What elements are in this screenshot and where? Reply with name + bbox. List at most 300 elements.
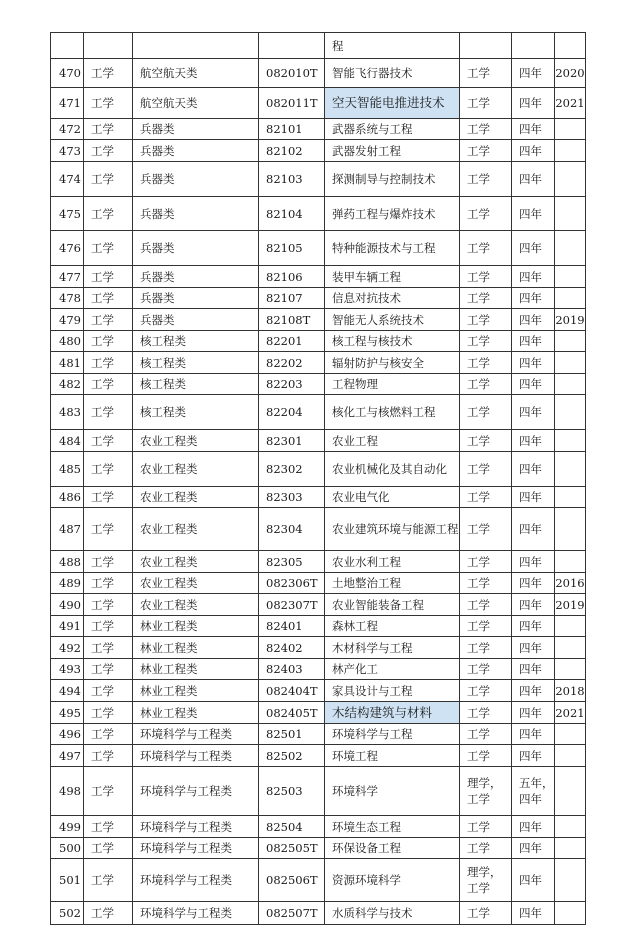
discipline-cell-text: 工学 [91,597,114,612]
row-index [51,309,84,331]
table-row [51,594,586,616]
row-index-text: 483 [59,405,81,419]
row-index-text: 488 [59,554,81,569]
row-index [51,508,84,551]
major-class-cell [133,487,259,508]
duration-cell [512,551,555,573]
major-code-cell [259,197,325,231]
discipline-cell-text: 工学 [91,462,114,476]
major-name-cell-text: 武器系统与工程 [332,122,413,136]
discipline-cell [84,197,133,231]
duration-cell [512,331,555,352]
major-name-cell [325,162,460,197]
major-code-cell [259,616,325,637]
year-added-cell [555,767,586,816]
major-name-cell [325,594,460,616]
major-code-cell-text: 82103 [266,172,303,186]
major-name-cell [325,140,460,162]
year-added-cell-text: 2018 [555,683,585,698]
duration-cell [512,616,555,637]
major-code-cell [259,374,325,395]
major-code-cell-text: 82202 [266,355,303,370]
duration-cell-text: 四年 [519,433,542,448]
duration-cell-text: 四年 [519,662,542,676]
degree-cell [460,33,512,59]
major-name-cell [325,680,460,702]
row-index [51,331,84,352]
duration-cell-text: 五年，四年 [519,776,554,806]
year-added-cell [555,119,586,140]
major-name-cell [325,573,460,594]
duration-cell-text: 四年 [519,269,542,284]
major-code-cell [259,452,325,487]
discipline-cell-text: 工学 [91,841,114,855]
duration-cell-text: 四年 [519,355,542,370]
row-index-text: 476 [59,241,81,255]
major-code-cell-text: 82101 [266,122,303,136]
row-index [51,859,84,902]
duration-cell-text: 四年 [519,490,542,504]
major-class-cell [133,724,259,745]
degree-cell [460,551,512,573]
degree-cell-text: 工学 [467,172,490,186]
major-name-cell-text: 智能飞行器技术 [332,66,413,80]
duration-cell [512,859,555,902]
discipline-cell [84,33,133,59]
major-name-cell [325,430,460,452]
major-class-cell-text: 环境科学与工程类 [140,841,232,855]
duration-cell [512,197,555,231]
table-row [51,838,586,859]
year-added-cell [555,197,586,231]
duration-cell-text: 四年 [519,312,542,327]
discipline-cell [84,487,133,508]
row-index-text: 473 [59,143,81,158]
duration-cell-text: 四年 [519,377,542,391]
duration-cell-text: 四年 [519,873,542,887]
degree-cell [460,59,512,88]
major-class-cell [133,902,259,925]
table-row [51,573,586,594]
duration-cell [512,374,555,395]
major-class-cell-text: 兵器类 [140,143,175,158]
year-added-cell [555,637,586,659]
row-index [51,162,84,197]
duration-cell [512,395,555,430]
duration-cell [512,594,555,616]
major-class-cell [133,745,259,767]
table-row [51,859,586,902]
duration-cell-text: 四年 [519,906,542,920]
table-row [51,352,586,374]
major-class-cell-text: 核工程类 [140,405,186,419]
major-class-cell-text: 环境科学与工程类 [140,784,232,798]
year-added-cell [555,659,586,680]
degree-cell [460,487,512,508]
major-name-cell [325,902,460,925]
major-code-cell-text: 82301 [266,433,303,448]
major-class-cell-text: 农业工程类 [140,576,198,590]
row-index [51,745,84,767]
row-index [51,551,84,573]
major-name-cell [325,859,460,902]
discipline-cell-text: 工学 [91,554,114,569]
major-code-cell [259,838,325,859]
major-code-cell-text: 082307T [266,597,318,612]
major-name-cell-text: 探测制导与控制技术 [332,172,436,186]
major-code-cell [259,767,325,816]
degree-cell [460,452,512,487]
major-code-cell-text: 82402 [266,640,303,655]
major-name-cell-text: 水质科学与技术 [332,906,413,920]
row-index [51,680,84,702]
major-code-cell [259,680,325,702]
major-class-cell-text: 林业工程类 [140,619,198,633]
major-name-cell [325,59,460,88]
discipline-cell [84,374,133,395]
major-code-cell-text: 82201 [266,334,303,348]
degree-cell [460,309,512,331]
discipline-cell-text: 工学 [91,312,114,327]
degree-cell-text: 工学 [467,206,490,221]
table-row [51,266,586,288]
major-code-cell [259,508,325,551]
major-name-cell-text: 农业工程 [332,433,378,448]
degree-cell-text: 工学 [467,143,490,158]
duration-cell [512,430,555,452]
discipline-cell [84,724,133,745]
duration-cell [512,745,555,767]
year-added-cell [555,816,586,838]
major-name-cell-text: 环境生态工程 [332,819,401,834]
major-code-cell-text: 82102 [266,143,303,158]
major-code-cell [259,745,325,767]
discipline-cell [84,745,133,767]
major-class-cell [133,309,259,331]
row-index-text: 487 [59,522,81,536]
year-added-cell [555,551,586,573]
major-code-cell [259,395,325,430]
row-index-text: 502 [59,906,81,920]
major-name-cell-text: 工程物理 [332,377,378,391]
row-index-text: 474 [59,172,81,186]
major-class-cell-text: 林业工程类 [140,640,198,655]
table-row [51,745,586,767]
major-class-cell-text: 环境科学与工程类 [140,727,232,741]
year-added-cell [555,374,586,395]
discipline-cell [84,616,133,637]
major-code-cell-text: 082010T [266,66,318,80]
major-name-cell [325,88,460,119]
major-name-cell-text: 环保设备工程 [332,841,401,855]
discipline-cell [84,594,133,616]
major-class-cell [133,594,259,616]
year-added-cell-text: 2019 [555,597,585,612]
major-class-cell-text: 兵器类 [140,206,175,221]
year-added-cell [555,594,586,616]
discipline-cell-text: 工学 [91,96,114,110]
year-added-cell [555,140,586,162]
row-index-text: 497 [59,748,81,763]
discipline-cell-text: 工学 [91,906,114,920]
major-code-cell-text: 82106 [266,269,303,284]
discipline-cell-text: 工学 [91,640,114,655]
row-index [51,88,84,119]
major-code-cell [259,487,325,508]
duration-cell-text: 四年 [519,619,542,633]
major-code-cell-text: 82401 [266,619,303,633]
major-class-cell-text: 农业工程类 [140,554,198,569]
major-class-cell-text: 林业工程类 [140,662,198,676]
discipline-cell-text: 工学 [91,705,114,720]
major-name-cell-text: 核工程与核技术 [332,334,413,348]
major-code-cell [259,59,325,88]
duration-cell [512,902,555,925]
table-row [51,162,586,197]
major-code-cell-text: 82502 [266,748,303,763]
major-class-cell-text: 环境科学与工程类 [140,748,232,763]
discipline-cell [84,231,133,266]
major-name-cell-text: 林产化工 [332,662,378,676]
row-index-text: 490 [59,597,81,612]
degree-cell-text: 工学 [467,748,490,763]
major-code-cell-text: 082506T [266,873,318,887]
major-class-cell-text: 环境科学与工程类 [140,906,232,920]
duration-cell-text: 四年 [519,405,542,419]
degree-cell-text: 工学 [467,241,490,255]
duration-cell-text: 四年 [519,748,542,763]
discipline-cell-text: 工学 [91,490,114,504]
duration-cell [512,838,555,859]
year-added-cell [555,266,586,288]
duration-cell-text: 四年 [519,241,542,255]
major-code-cell [259,331,325,352]
major-name-cell [325,119,460,140]
major-name-cell-text: 资源环境科学 [332,873,401,887]
degree-cell [460,162,512,197]
row-index-text: 491 [59,619,81,633]
year-added-cell [555,680,586,702]
duration-cell [512,231,555,266]
major-name-cell-text: 辐射防护与核安全 [332,355,424,370]
major-name-cell [325,487,460,508]
degree-cell [460,430,512,452]
major-class-cell [133,616,259,637]
degree-cell [460,616,512,637]
major-code-cell-text: 82204 [266,405,303,419]
major-name-cell [325,452,460,487]
major-code-cell-text: 82203 [266,377,303,391]
discipline-cell-text: 工学 [91,619,114,633]
major-class-cell [133,88,259,119]
table-row [51,197,586,231]
row-index [51,816,84,838]
discipline-cell-text: 工学 [91,291,114,305]
degree-cell [460,816,512,838]
degree-cell [460,508,512,551]
table-row [51,659,586,680]
major-code-cell [259,231,325,266]
degree-cell [460,724,512,745]
year-added-cell [555,33,586,59]
major-code-cell-text: 82107 [266,291,303,305]
year-added-cell [555,838,586,859]
major-class-cell-text: 核工程类 [140,355,186,370]
major-code-cell-text: 82305 [266,554,303,569]
year-added-cell [555,430,586,452]
major-code-cell [259,33,325,59]
discipline-cell-text: 工学 [91,334,114,348]
discipline-cell [84,637,133,659]
duration-cell-text: 四年 [519,172,542,186]
degree-cell [460,88,512,119]
degree-cell [460,119,512,140]
duration-cell-text: 四年 [519,576,542,590]
major-code-cell-text: 82304 [266,522,303,536]
degree-cell [460,767,512,816]
major-class-cell [133,702,259,724]
major-class-cell [133,374,259,395]
discipline-cell [84,59,133,88]
discipline-cell [84,767,133,816]
year-added-cell [555,395,586,430]
row-index-text: 498 [59,784,81,798]
row-index [51,767,84,816]
duration-cell-text: 四年 [519,522,542,536]
duration-cell-text: 四年 [519,640,542,655]
degree-cell [460,838,512,859]
year-added-cell [555,702,586,724]
duration-cell-text: 四年 [519,841,542,855]
discipline-cell [84,309,133,331]
row-index [51,452,84,487]
major-code-cell-text: 082507T [266,906,318,920]
row-index [51,838,84,859]
major-class-cell [133,59,259,88]
major-name-cell [325,767,460,816]
table-row [51,395,586,430]
duration-cell [512,352,555,374]
major-code-cell [259,352,325,374]
major-class-cell-text: 核工程类 [140,334,186,348]
degree-cell-text: 工学 [467,377,490,391]
degree-cell-text: 工学 [467,522,490,536]
major-code-cell-text: 82503 [266,784,303,798]
table-row [51,452,586,487]
row-index-text: 482 [59,377,81,391]
row-index [51,659,84,680]
major-name-cell-text: 装甲车辆工程 [332,269,401,284]
major-code-cell-text: 82504 [266,819,303,834]
duration-cell [512,659,555,680]
major-class-cell [133,816,259,838]
duration-cell [512,140,555,162]
discipline-cell [84,816,133,838]
row-index-text: 496 [59,727,81,741]
major-class-cell-text: 农业工程类 [140,597,198,612]
duration-cell [512,637,555,659]
major-code-cell-text: 82104 [266,206,303,221]
degree-cell [460,231,512,266]
row-index-text: 501 [59,873,81,887]
discipline-cell [84,902,133,925]
row-index-text: 472 [59,122,81,136]
major-class-cell-text: 林业工程类 [140,705,198,720]
degree-cell [460,680,512,702]
major-code-cell [259,551,325,573]
discipline-cell-text: 工学 [91,122,114,136]
row-index [51,33,84,59]
table-row [51,374,586,395]
table-row [51,59,586,88]
major-class-cell [133,197,259,231]
row-index [51,637,84,659]
table-row [51,637,586,659]
degree-cell [460,395,512,430]
degree-cell-text: 理学，工学 [467,776,502,806]
row-index [51,594,84,616]
degree-cell-text: 工学 [467,334,490,348]
duration-cell [512,508,555,551]
major-code-cell-text: 082011T [266,96,318,110]
degree-cell-text: 工学 [467,906,490,920]
major-class-cell-text: 兵器类 [140,291,175,305]
discipline-cell [84,573,133,594]
major-class-cell [133,140,259,162]
degree-cell [460,374,512,395]
degree-cell-text: 工学 [467,66,490,80]
major-class-cell-text: 兵器类 [140,122,175,136]
discipline-cell-text: 工学 [91,662,114,676]
discipline-cell-text: 工学 [91,269,114,284]
duration-cell [512,162,555,197]
major-class-cell-text: 农业工程类 [140,462,198,476]
year-added-cell [555,573,586,594]
major-name-cell-text: 弹药工程与爆炸技术 [332,206,436,221]
row-index-text: 471 [59,96,81,110]
major-code-cell-text: 82105 [266,241,303,255]
discipline-cell [84,288,133,309]
row-index [51,352,84,374]
table-row [51,88,586,119]
degree-cell [460,331,512,352]
row-index-text: 495 [59,705,81,720]
major-name-cell [325,816,460,838]
degree-cell [460,197,512,231]
degree-cell-text: 工学 [467,576,490,590]
major-class-cell-text: 核工程类 [140,377,186,391]
row-index-text: 499 [59,819,81,834]
degree-cell-text: 工学 [467,355,490,370]
table-row [51,816,586,838]
major-code-cell [259,659,325,680]
duration-cell [512,816,555,838]
duration-cell [512,288,555,309]
discipline-cell-text: 工学 [91,819,114,834]
major-class-cell [133,352,259,374]
row-index [51,231,84,266]
major-class-cell [133,162,259,197]
discipline-cell [84,119,133,140]
degree-cell-text: 工学 [467,405,490,419]
major-name-cell-text: 环境科学与工程 [332,727,413,741]
duration-cell-text: 四年 [519,705,542,720]
degree-cell [460,140,512,162]
table-row [51,288,586,309]
row-index [51,59,84,88]
year-added-cell [555,88,586,119]
row-index [51,487,84,508]
